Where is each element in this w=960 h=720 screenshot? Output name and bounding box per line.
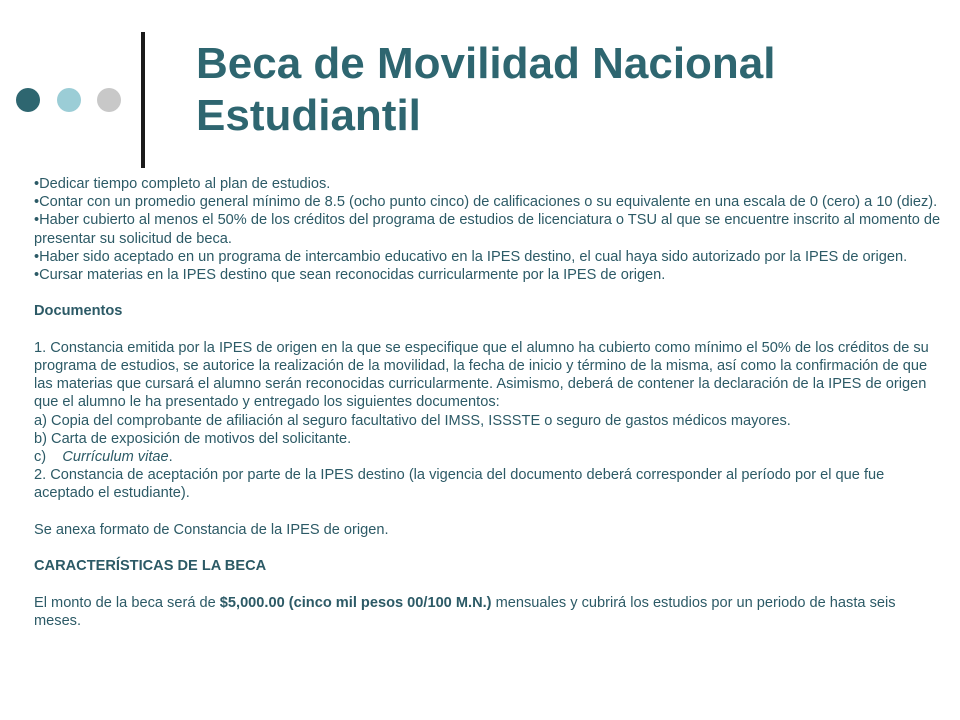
document-body xyxy=(34,175,946,630)
subitem-c-suffix: . xyxy=(168,449,173,466)
requirement-bullet: •Cursar materias en la IPES destino que sean reconocidas curricularmente por la IPES de origen. xyxy=(34,267,666,284)
subitem-c-prefix: c) xyxy=(34,449,63,466)
light-teal-dot-icon xyxy=(57,88,81,112)
title-divider-bar xyxy=(141,32,145,168)
requirement-bullet: •Contar con un promedio general mínimo de 8.5 (ocho punto cinco) de calificaciones o su equivalente en una escala de 0 (cero) a 10 (diez). xyxy=(34,194,938,211)
documento-item-2: 2. Constancia de aceptación por parte de la IPES destino (la vigencia del documento deberá corresponder al período por el que fue aceptado el estudiante). xyxy=(34,467,885,502)
caracteristicas-heading: CARACTERÍSTICAS DE LA BECA xyxy=(34,558,267,575)
documento-subitem-a: a) Copia del comprobante de afiliación al seguro facultativo del IMSS, ISSSTE o seguro de gastos médicos mayores. xyxy=(34,412,791,429)
anexo-text: Se anexa formato de Constancia de la IPES de origen. xyxy=(34,521,389,538)
requirement-bullet: •Dedicar tiempo completo al plan de estudios. xyxy=(34,176,331,192)
monto-prefix: El monto de la beca será de xyxy=(34,594,220,611)
dark-teal-dot-icon xyxy=(16,88,40,112)
documento-item-1: 1. Constancia emitida por la IPES de origen en la que se especifique que el alumno ha cubierto como mínimo el 50% de los créditos de su programa de estudios, se autorice la realización de la movilidad, la fecha de inicio y término de la misma, así como la confirmación de que las materias que cursará el alumno serán reconocidas curricularmente. Asimismo, deberá de contener la declaración de la IPES de origen que el alumno le ha presentado y entregado los siguientes documentos: xyxy=(34,339,929,411)
documento-subitem-c xyxy=(34,448,946,466)
documentos-heading: Documentos xyxy=(34,303,123,320)
monto-paragraph xyxy=(34,594,946,630)
monto-amount: $5,000.00 (cinco mil pesos 00/100 M.N.) xyxy=(219,594,492,611)
page-title: Beca de Movilidad Nacional Estudiantil xyxy=(196,39,776,140)
monto-suffix: mensuales y cubrirá los estudios por un periodo de hasta seis meses. xyxy=(34,594,896,629)
subitem-c-text: Currículum vitae xyxy=(62,449,169,466)
documento-subitem-b: b) Carta de exposición de motivos del solicitante. xyxy=(34,430,352,447)
requirement-bullet: •Haber sido aceptado en un programa de intercambio educativo en la IPES destino, el cual haya sido autorizado por la IPES de origen. xyxy=(34,248,908,265)
requirement-bullet: •Haber cubierto al menos el 50% de los créditos del programa de estudios de licenciatura o TSU al que se encuentre inscrito al momento de presentar su solicitud de beca. xyxy=(34,212,941,247)
grey-dot-icon xyxy=(97,88,121,112)
